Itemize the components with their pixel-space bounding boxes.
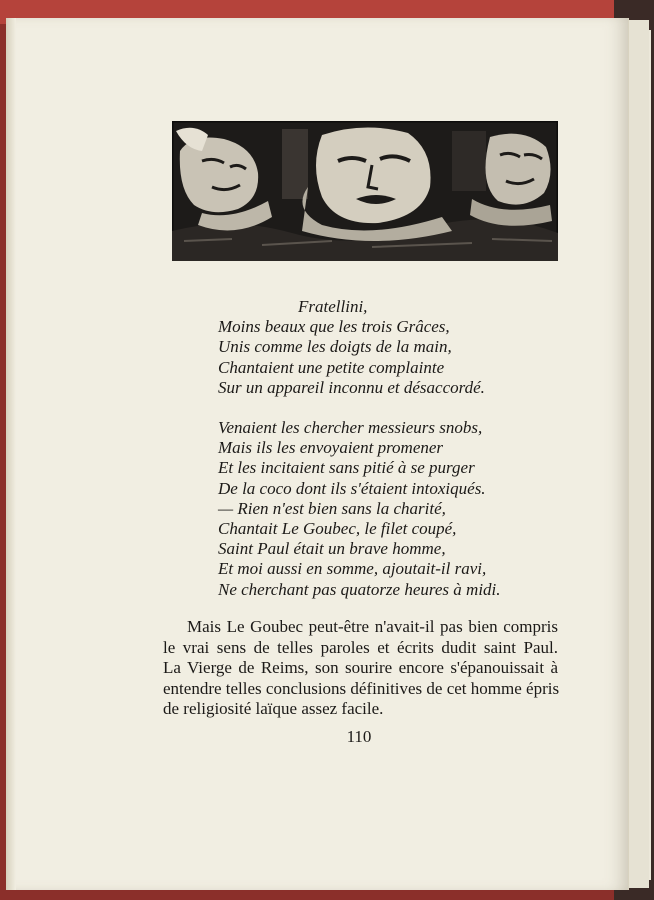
poem-line: Sur un appareil inconnu et désaccordé. — [218, 377, 485, 397]
prose-paragraph — [163, 617, 558, 720]
woodcut-illustration — [172, 121, 558, 261]
stanza-break — [218, 398, 598, 418]
prose-line: entendre telles conclusions définitives de cet homme épris — [163, 678, 560, 698]
prose-line: La Vierge de Reims, son sourire encore s'épanouissait à — [163, 658, 558, 678]
poem-line: Unis comme les doigts de la main, — [218, 337, 452, 357]
poem-line: Et les incitaient sans pitié à se purger — [218, 458, 475, 478]
poem-line: Venaient les chercher messieurs snobs, — [218, 418, 483, 438]
prose-line: le vrai sens de telles paroles et écrits dudit saint Paul. — [163, 637, 558, 657]
poem-line: Chantaient une petite complainte — [218, 357, 445, 377]
poem-line: Fratellini, — [298, 297, 368, 316]
poem-line: Saint Paul était un brave homme, — [218, 539, 446, 559]
prose-line: Mais Le Goubec peut-être n'avait-il pas bien compris — [187, 617, 558, 636]
page-number: 110 — [346, 727, 372, 746]
page-gutter — [6, 18, 16, 890]
poem-line: Moins beaux que les trois Grâces, — [218, 317, 450, 337]
poem — [218, 297, 598, 600]
poem-line: Mais ils les envoyaient promener — [218, 438, 444, 458]
poem-line: De la coco dont ils s'étaient intoxiqués. — [218, 478, 486, 498]
prose-line: de religiosité laïque assez facile. — [163, 699, 384, 719]
poem-line: Ne cherchant pas quatorze heures à midi. — [218, 579, 501, 599]
poem-line: — Rien n'est bien sans la charité, — [218, 498, 446, 518]
three-faces-woodcut — [172, 121, 558, 261]
poem-line: Et moi aussi en somme, ajoutait-il ravi, — [218, 559, 487, 579]
poem-line: Chantait Le Goubec, le filet coupé, — [218, 519, 457, 539]
